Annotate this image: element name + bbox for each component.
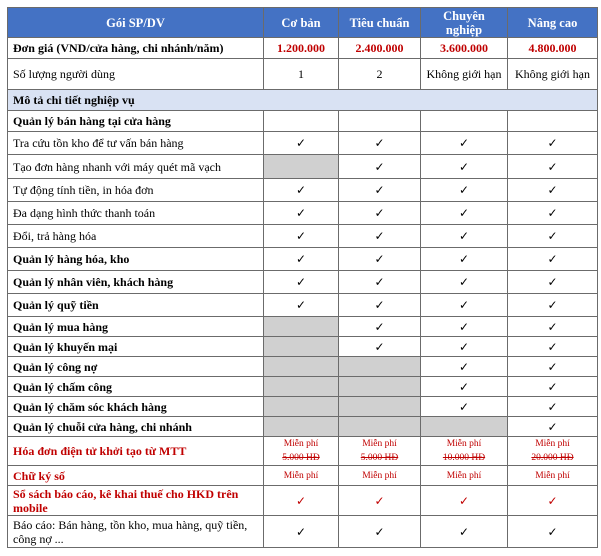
free-label: Miễn phí [283, 439, 319, 449]
reports-label: Báo cáo: Bán hàng, tồn kho, mua hàng, quỹ tiền, công nợ ... [8, 516, 264, 548]
not-included-cell [264, 357, 339, 377]
check-icon: ✓ [339, 337, 421, 357]
check-icon: ✓ [508, 337, 598, 357]
feature-row [8, 132, 598, 155]
tax-books-row [8, 486, 598, 516]
einvoice-professional [421, 437, 508, 466]
bill-quota: 10.000 HĐ [442, 453, 486, 463]
check-icon: ✓ [264, 516, 339, 548]
header-advanced: Nâng cao [508, 8, 598, 38]
digital-sign-basic: Miễn phí [264, 466, 339, 486]
feature-label: Quản lý chuỗi cửa hàng, chi nhánh [8, 417, 264, 437]
users-advanced: Không giới hạn [508, 59, 598, 90]
check-icon: ✓ [421, 248, 508, 271]
header-professional: Chuyên nghiệp [421, 8, 508, 38]
einvoice-row [8, 437, 598, 466]
feature-label: Quản lý hàng hóa, kho [8, 248, 264, 271]
feature-row [8, 294, 598, 317]
feature-row [8, 179, 598, 202]
feature-row [8, 225, 598, 248]
check-icon: ✓ [421, 357, 508, 377]
price-professional: 3.600.000 [421, 38, 508, 59]
feature-label: Quản lý nhân viên, khách hàng [8, 271, 264, 294]
check-icon: ✓ [421, 225, 508, 248]
free-label: Miễn phí [362, 439, 397, 449]
check-icon: ✓ [339, 248, 421, 271]
not-included-cell [339, 377, 421, 397]
feature-label: Quản lý khuyến mại [8, 337, 264, 357]
not-included-cell [264, 337, 339, 357]
reports-row [8, 516, 598, 548]
einvoice-basic [264, 437, 339, 466]
digital-sign-label: Chữ ký số [8, 466, 264, 486]
section-title: Mô tả chi tiết nghiệp vụ [8, 90, 598, 111]
not-included-cell [264, 417, 339, 437]
not-included-cell [339, 357, 421, 377]
users-row [8, 59, 598, 90]
free-label: Miễn phí [446, 439, 482, 449]
users-professional: Không giới hạn [421, 59, 508, 90]
feature-row [8, 417, 598, 437]
check-icon: ✓ [264, 271, 339, 294]
check-icon: ✓ [508, 516, 598, 548]
users-standard: 2 [339, 59, 421, 90]
check-icon: ✓ [339, 294, 421, 317]
pricing-table [7, 7, 598, 548]
price-row [8, 38, 598, 59]
not-included-cell [264, 317, 339, 337]
bill-quota: 20.000 HĐ [531, 453, 574, 463]
check-icon: ✓ [421, 516, 508, 548]
price-label: Đơn giá (VND/cửa hàng, chi nhánh/năm) [8, 38, 264, 59]
feature-label: Quản lý bán hàng tại cửa hàng [8, 111, 264, 132]
check-icon: ✓ [508, 397, 598, 417]
check-icon: ✓ [421, 317, 508, 337]
check-icon: ✓ [421, 337, 508, 357]
check-icon: ✓ [339, 271, 421, 294]
price-advanced: 4.800.000 [508, 38, 598, 59]
check-icon: ✓ [421, 486, 508, 516]
users-basic: 1 [264, 59, 339, 90]
not-included-cell [339, 417, 421, 437]
digital-sign-standard: Miễn phí [339, 466, 421, 486]
digital-sign-row [8, 466, 598, 486]
check-icon: ✓ [339, 317, 421, 337]
check-icon: ✓ [421, 271, 508, 294]
digital-sign-advanced: Miễn phí [508, 466, 598, 486]
feature-label: Tra cứu tồn kho để tư vấn bán hàng [8, 132, 264, 155]
feature-label: Quản lý mua hàng [8, 317, 264, 337]
feature-label: Quản lý chăm sóc khách hàng [8, 397, 264, 417]
not-included-cell [339, 397, 421, 417]
free-label: Miễn phí [535, 439, 570, 449]
check-icon: ✓ [508, 179, 598, 202]
check-icon: ✓ [508, 377, 598, 397]
check-icon: ✓ [508, 132, 598, 155]
header-standard: Tiêu chuẩn [339, 8, 421, 38]
check-icon: ✓ [508, 417, 598, 437]
feature-row [8, 248, 598, 271]
feature-row [8, 111, 598, 132]
feature-label: Đa dạng hình thức thanh toán [8, 202, 264, 225]
check-icon: ✓ [264, 132, 339, 155]
users-label: Số lượng người dùng [8, 59, 264, 90]
price-standard: 2.400.000 [339, 38, 421, 59]
check-icon: ✓ [421, 179, 508, 202]
not-included-cell [264, 155, 339, 179]
check-icon: ✓ [508, 202, 598, 225]
einvoice-standard [339, 437, 421, 466]
check-icon: ✓ [508, 248, 598, 271]
check-icon: ✓ [264, 294, 339, 317]
check-icon: ✓ [339, 486, 421, 516]
einvoice-label: Hóa đơn điện tử khởi tạo từ MTT [8, 437, 264, 466]
check-icon: ✓ [508, 294, 598, 317]
feature-row [8, 271, 598, 294]
feature-label: Quản lý công nợ [8, 357, 264, 377]
check-icon: ✓ [508, 271, 598, 294]
check-icon: ✓ [421, 397, 508, 417]
check-icon: ✓ [264, 202, 339, 225]
check-icon: ✓ [421, 202, 508, 225]
check-icon: ✓ [339, 202, 421, 225]
check-icon: ✓ [508, 317, 598, 337]
feature-label: Tự động tính tiền, in hóa đơn [8, 179, 264, 202]
not-included-cell [264, 397, 339, 417]
check-icon: ✓ [508, 155, 598, 179]
check-icon: ✓ [339, 225, 421, 248]
check-icon: ✓ [421, 132, 508, 155]
feature-row [8, 357, 598, 377]
bill-quota: 5.000 HĐ [282, 453, 320, 463]
check-icon: ✓ [264, 486, 339, 516]
check-icon: ✓ [264, 248, 339, 271]
header-package: Gói SP/DV [8, 8, 264, 38]
price-basic: 1.200.000 [264, 38, 339, 59]
check-icon: ✓ [339, 516, 421, 548]
check-icon: ✓ [339, 179, 421, 202]
check-icon: ✓ [421, 294, 508, 317]
digital-sign-professional: Miễn phí [421, 466, 508, 486]
feature-row [8, 337, 598, 357]
check-icon: ✓ [508, 357, 598, 377]
header-row [8, 8, 598, 38]
check-icon: ✓ [264, 179, 339, 202]
tax-books-label: Sổ sách báo cáo, kê khai thuế cho HKD trên mobile [8, 486, 264, 516]
feature-label: Tạo đơn hàng nhanh với máy quét mã vạch [8, 155, 264, 179]
feature-label: Quản lý quỹ tiền [8, 294, 264, 317]
feature-row [8, 377, 598, 397]
check-icon: ✓ [508, 225, 598, 248]
check-icon: ✓ [339, 155, 421, 179]
bill-quota: 5.000 HĐ [360, 453, 399, 463]
feature-row [8, 397, 598, 417]
check-icon: ✓ [508, 486, 598, 516]
check-icon: ✓ [339, 132, 421, 155]
not-included-cell [421, 417, 508, 437]
feature-row [8, 155, 598, 179]
section-row [8, 90, 598, 111]
einvoice-advanced [508, 437, 598, 466]
feature-row [8, 202, 598, 225]
check-icon: ✓ [421, 377, 508, 397]
feature-row [8, 317, 598, 337]
check-icon: ✓ [264, 225, 339, 248]
header-basic: Cơ bản [264, 8, 339, 38]
not-included-cell [264, 377, 339, 397]
check-icon: ✓ [421, 155, 508, 179]
feature-label: Đổi, trả hàng hóa [8, 225, 264, 248]
feature-label: Quản lý chấm công [8, 377, 264, 397]
